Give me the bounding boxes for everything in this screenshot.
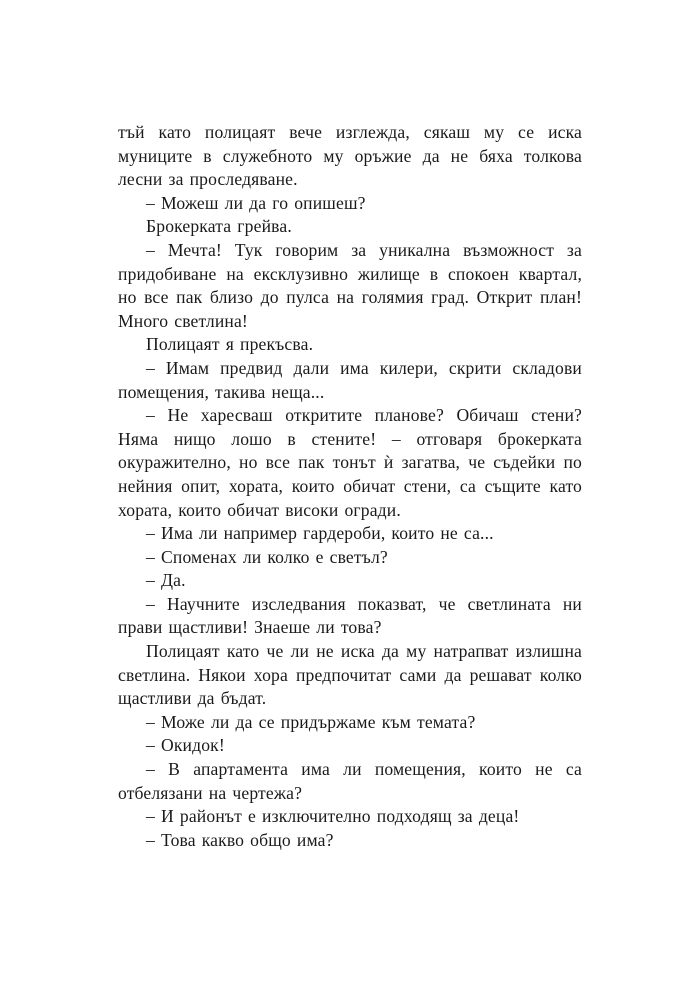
paragraph: тъй като полицаят вече изглежда, сякаш му се иска муниците в служебното му оръжие да не бяха толкова лесни за проследяване. — [118, 122, 582, 190]
paragraph: – И районът е изключително подходящ за деца! — [146, 806, 520, 827]
paragraph: – Да. — [146, 570, 186, 591]
paragraph: – В апартамента има ли помещения, които не са отбелязани на чертежа? — [118, 759, 582, 803]
paragraph: – Научните изследвания показват, че светлината ни прави щастливи! Знаеше ли това? — [118, 593, 582, 638]
paragraph: – Не харесваш откритите планове? Обичаш стени? Няма нищо лошо в стените! – отговаря брокерката окуражително, но все пак тонът ѝ загатва, че съдейки по нейния опит, хората, които обичат стени, са същите като хората, които обичат високи огради. — [118, 405, 582, 520]
paragraph: – Окидок! — [146, 735, 225, 756]
paragraph: – Може ли да се придържаме към темата? — [146, 711, 476, 732]
paragraph: Полицаят като че ли не иска да му натрапват излишна светлина. Някои хора предпочитат сами да решават колко щастливи да бъдат. — [118, 641, 582, 709]
paragraph: – Има ли например гардероби, които не са... — [146, 523, 494, 544]
paragraph: Полицаят я прекъсва. — [146, 334, 314, 355]
paragraph: – Това какво общо има? — [146, 829, 334, 850]
page-body-text — [118, 121, 582, 852]
paragraph: – Споменах ли колко е светъл? — [146, 546, 388, 567]
paragraph: – Имам предвид дали има килери, скрити складови помещения, такива неща... — [118, 357, 582, 402]
paragraph: Брокерката грейва. — [146, 216, 292, 237]
paragraph: – Можеш ли да го опишеш? — [146, 192, 366, 213]
paragraph: – Мечта! Тук говорим за уникална възможност за придобиване на ексклузивно жилище в спокоен квартал, но все пак близо до пулса на голямия град. Открит план! Много светлина! — [118, 239, 582, 331]
